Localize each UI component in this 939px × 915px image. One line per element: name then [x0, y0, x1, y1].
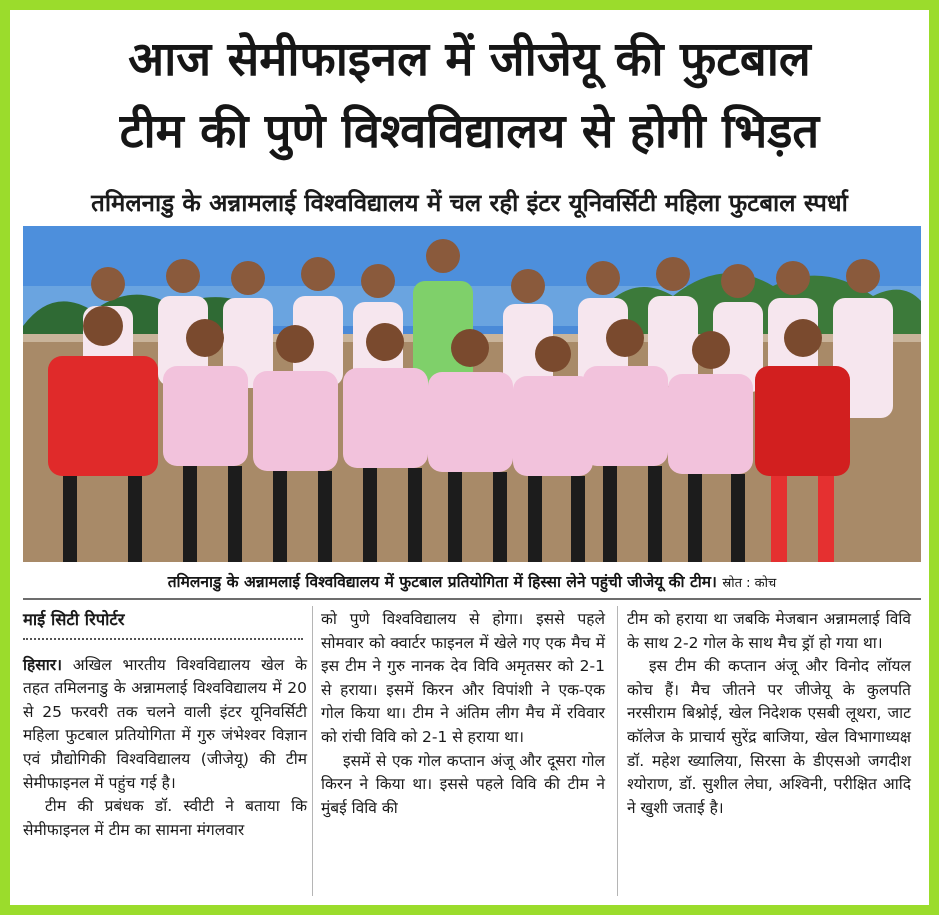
photo-caption [23, 570, 921, 592]
column-1-paragraph-2: टीम की प्रबंधक डॉ. स्वीटी ने बताया कि सेमीफाइनल में टीम का सामना मंगलवार [23, 797, 307, 839]
column-3-paragraph-1: टीम को हराया था जबकि मेजबान अन्नामलाई विवि के साथ 2-2 गोल के साथ मैच ड्रॉ हो गया था। [627, 610, 911, 652]
byline: माई सिटी रिपोर्टर [23, 610, 125, 629]
article-column-2 [321, 608, 605, 820]
headline-line-1: आज सेमीफाइनल में जीजेयू की फुटबाल [128, 32, 811, 87]
article-column-3 [627, 608, 911, 820]
column-1-paragraph-1 [23, 654, 307, 796]
column-divider-1 [312, 606, 313, 896]
photo-caption-text: तमिलनाडु के अन्नामलाई विश्वविद्यालय में फुटबाल प्रतियोगिता में हिस्सा लेने पहुंची जीजेयू की टीम। [167, 573, 717, 591]
team-photo [23, 226, 921, 562]
subheadline: तमिलनाडु के अन्नामलाई विश्वविद्यालय में चल रही इंटर यूनिवर्सिटी महिला फुटबाल स्पर्धा [91, 189, 848, 217]
column-1-text-1: अखिल भारतीय विश्वविद्यालय खेल के तहत तमिलनाडु के अन्नामलाई विश्वविद्यालय में 20 से 25 फरवरी तक चलने वाली इंटर यूनिवर्सिटी महिला फुटबाल प्रतियोगिता में गुरु जंभेश्वर विज्ञान एवं प्रौद्योगिकी विश्वविद्यालय (जीजेयू) की टीम सेमीफाइनल में पहुंच गई है। [23, 655, 307, 792]
column-divider-2 [617, 606, 618, 896]
photo-source: स्रोत : कोच [722, 576, 777, 591]
dateline: हिसार। [23, 655, 62, 674]
headline-line-2: टीम की पुणे विश्वविद्यालय से होगी भिड़त [119, 104, 820, 159]
section-divider [23, 598, 921, 600]
byline-rule [23, 638, 303, 640]
column-2-paragraph-2: इसमें से एक गोल कप्तान अंजू और दूसरा गोल किरन ने किया था। इससे पहले विवि की टीम ने मुंबई विवि की [321, 751, 605, 817]
article-column-1 [23, 608, 307, 842]
column-3-paragraph-2: इस टीम की कप्तान अंजू और विनोद लॉयल कोच हैं। मैच जीतने पर जीजेयू के कुलपति नरसीराम बिश्नोई, खेल निदेशक एसबी लूथरा, जाट कॉलेज के प्राचार्य सुरेंद्र बाजिया, खेल विभागाध्यक्ष डॉ. महेश ख्यालिया, सिरसा के डीएसओ जगदीश श्योराण, डॉ. सुशील लेघा, अश्विनी, परीक्षित आदि ने खुशी जताई है। [627, 657, 911, 817]
column-2-paragraph-1: को पुणे विश्वविद्यालय से होगा। इससे पहले सोमवार को क्वार्टर फाइनल में खेले गए एक मैच में इस टीम ने गुरु नानक देव विवि अमृतसर को 2-1 से हराया। इसमें किरन और विपांशी ने एक-एक गोल किया था। टीम ने अंतिम लीग मैच में रविवार को रांची विवि को 2-1 से हराया था। [321, 610, 605, 746]
newspaper-clipping [10, 10, 929, 905]
